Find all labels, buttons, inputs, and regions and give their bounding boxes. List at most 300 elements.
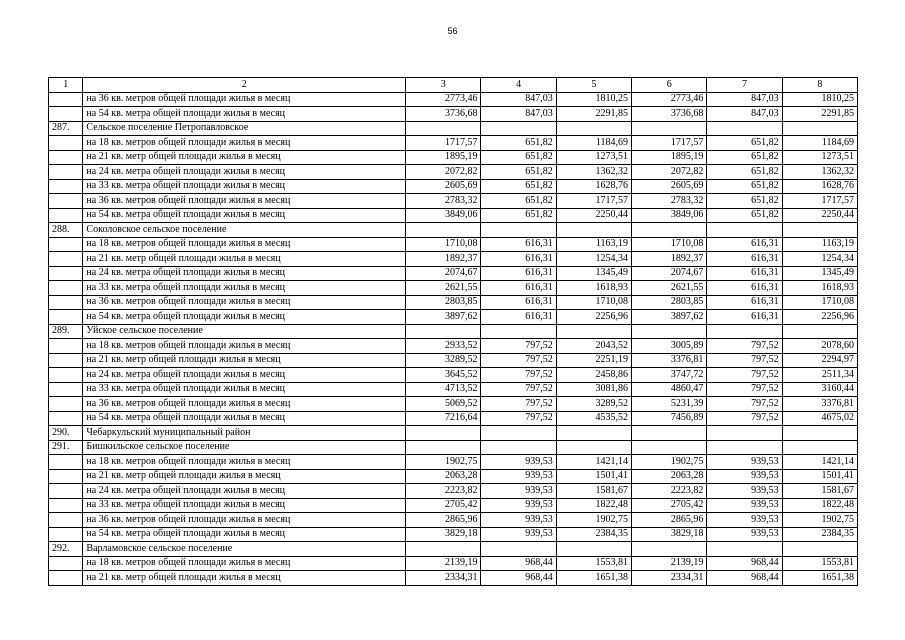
data-row: [49, 382, 858, 397]
empty-cell: [406, 542, 481, 557]
header-cell: 1: [49, 78, 83, 93]
value-cell: 939,53: [707, 498, 782, 513]
empty-cell: [49, 281, 83, 296]
row-label: на 21 кв. метр общей площади жилья в месяц: [83, 252, 406, 267]
value-cell: 2621,55: [406, 281, 481, 296]
row-label: на 54 кв. метра общей площади жилья в месяц: [83, 107, 406, 122]
empty-cell: [782, 324, 857, 339]
value-cell: 797,52: [707, 411, 782, 426]
empty-cell: [406, 324, 481, 339]
value-cell: 2705,42: [406, 498, 481, 513]
row-label: на 24 кв. метра общей площади жилья в месяц: [83, 165, 406, 180]
value-cell: 3289,52: [406, 353, 481, 368]
value-cell: 2384,35: [782, 527, 857, 542]
row-label: на 18 кв. метров общей площади жилья в месяц: [83, 237, 406, 252]
data-row: [49, 295, 858, 310]
value-cell: 651,82: [707, 208, 782, 223]
value-cell: 968,44: [707, 556, 782, 571]
data-row: [49, 237, 858, 252]
value-cell: 1501,41: [556, 469, 631, 484]
empty-cell: [49, 310, 83, 325]
value-cell: 1710,08: [782, 295, 857, 310]
value-cell: 2074,67: [406, 266, 481, 281]
value-cell: 797,52: [707, 353, 782, 368]
value-cell: 1581,67: [782, 484, 857, 499]
value-cell: 2291,85: [782, 107, 857, 122]
value-cell: 847,03: [707, 107, 782, 122]
value-cell: 1628,76: [556, 179, 631, 194]
value-cell: 616,31: [481, 281, 556, 296]
value-cell: 2251,19: [556, 353, 631, 368]
value-cell: 797,52: [481, 353, 556, 368]
value-cell: 1717,57: [782, 194, 857, 209]
value-cell: 1501,41: [782, 469, 857, 484]
empty-cell: [707, 542, 782, 557]
value-cell: 7456,89: [632, 411, 707, 426]
value-cell: 2334,31: [632, 571, 707, 586]
value-cell: 968,44: [481, 571, 556, 586]
row-label: на 36 кв. метров общей площади жилья в месяц: [83, 397, 406, 412]
value-cell: 1421,14: [556, 455, 631, 470]
row-label: на 36 кв. метров общей площади жилья в месяц: [83, 92, 406, 107]
data-row: [49, 397, 858, 412]
empty-cell: [632, 223, 707, 238]
value-cell: 797,52: [481, 368, 556, 383]
header-row: [49, 78, 858, 93]
section-name: Сельское поселение Петропавловское: [83, 121, 406, 136]
value-cell: 2458,86: [556, 368, 631, 383]
value-cell: 2933,52: [406, 339, 481, 354]
value-cell: 2256,96: [782, 310, 857, 325]
value-cell: 2865,96: [406, 513, 481, 528]
value-cell: 7216,64: [406, 411, 481, 426]
data-row: [49, 556, 858, 571]
header-cell: 5: [556, 78, 631, 93]
empty-cell: [49, 513, 83, 528]
value-cell: 651,82: [707, 179, 782, 194]
empty-cell: [707, 121, 782, 136]
data-row: [49, 498, 858, 513]
value-cell: 2803,85: [406, 295, 481, 310]
value-cell: 2223,82: [406, 484, 481, 499]
value-cell: 797,52: [707, 368, 782, 383]
value-cell: 651,82: [707, 194, 782, 209]
value-cell: 3160,44: [782, 382, 857, 397]
value-cell: 797,52: [707, 382, 782, 397]
row-label: на 54 кв. метра общей площади жилья в месяц: [83, 527, 406, 542]
section-row: [49, 324, 858, 339]
value-cell: 2783,32: [406, 194, 481, 209]
value-cell: 616,31: [707, 252, 782, 267]
empty-cell: [782, 440, 857, 455]
row-label: на 54 кв. метра общей площади жилья в месяц: [83, 208, 406, 223]
value-cell: 2865,96: [632, 513, 707, 528]
value-cell: 2294,97: [782, 353, 857, 368]
empty-cell: [49, 469, 83, 484]
value-cell: 651,82: [481, 194, 556, 209]
empty-cell: [49, 368, 83, 383]
empty-cell: [481, 223, 556, 238]
empty-cell: [49, 252, 83, 267]
value-cell: 939,53: [481, 484, 556, 499]
value-cell: 2291,85: [556, 107, 631, 122]
value-cell: 2511,34: [782, 368, 857, 383]
value-cell: 2078,60: [782, 339, 857, 354]
empty-cell: [556, 440, 631, 455]
value-cell: 616,31: [481, 310, 556, 325]
empty-cell: [632, 426, 707, 441]
header-cell: 4: [481, 78, 556, 93]
value-cell: 1628,76: [782, 179, 857, 194]
section-number: 289.: [49, 324, 83, 339]
empty-cell: [406, 440, 481, 455]
value-cell: 797,52: [481, 411, 556, 426]
data-row: [49, 208, 858, 223]
value-cell: 2074,67: [632, 266, 707, 281]
empty-cell: [49, 556, 83, 571]
section-name: Чебаркульский муниципальный район: [83, 426, 406, 441]
value-cell: 3829,18: [406, 527, 481, 542]
value-cell: 1902,75: [556, 513, 631, 528]
value-cell: 616,31: [707, 237, 782, 252]
value-cell: 1651,38: [782, 571, 857, 586]
value-cell: 1810,25: [782, 92, 857, 107]
value-cell: 1254,34: [556, 252, 631, 267]
value-cell: 2223,82: [632, 484, 707, 499]
empty-cell: [49, 571, 83, 586]
empty-cell: [406, 426, 481, 441]
value-cell: 1618,93: [556, 281, 631, 296]
value-cell: 3376,81: [782, 397, 857, 412]
value-cell: 651,82: [481, 208, 556, 223]
data-row: [49, 339, 858, 354]
value-cell: 1254,34: [782, 252, 857, 267]
value-cell: 3005,89: [632, 339, 707, 354]
row-label: на 18 кв. метров общей площади жилья в месяц: [83, 339, 406, 354]
empty-cell: [49, 92, 83, 107]
empty-cell: [707, 426, 782, 441]
row-label: на 18 кв. метров общей площади жилья в месяц: [83, 136, 406, 151]
value-cell: 2139,19: [406, 556, 481, 571]
value-cell: 2139,19: [632, 556, 707, 571]
value-cell: 651,82: [481, 150, 556, 165]
value-cell: 847,03: [481, 107, 556, 122]
value-cell: 2783,32: [632, 194, 707, 209]
value-cell: 939,53: [481, 455, 556, 470]
value-cell: 939,53: [481, 498, 556, 513]
value-cell: 1345,49: [556, 266, 631, 281]
value-cell: 939,53: [707, 455, 782, 470]
section-number: 287.: [49, 121, 83, 136]
value-cell: 651,82: [707, 136, 782, 151]
empty-cell: [49, 194, 83, 209]
value-cell: 3289,52: [556, 397, 631, 412]
value-cell: 2256,96: [556, 310, 631, 325]
value-cell: 797,52: [481, 397, 556, 412]
section-name: Уйское сельское поселение: [83, 324, 406, 339]
header-cell: 8: [782, 78, 857, 93]
row-label: на 36 кв. метров общей площади жилья в месяц: [83, 194, 406, 209]
value-cell: 968,44: [481, 556, 556, 571]
data-row: [49, 281, 858, 296]
empty-cell: [49, 498, 83, 513]
value-cell: 1902,75: [632, 455, 707, 470]
empty-cell: [49, 237, 83, 252]
empty-cell: [49, 208, 83, 223]
row-label: на 36 кв. метров общей площади жилья в месяц: [83, 513, 406, 528]
value-cell: 1710,08: [556, 295, 631, 310]
data-row: [49, 92, 858, 107]
section-row: [49, 121, 858, 136]
empty-cell: [782, 121, 857, 136]
empty-cell: [49, 339, 83, 354]
value-cell: 1553,81: [556, 556, 631, 571]
value-cell: 939,53: [481, 527, 556, 542]
data-row: [49, 107, 858, 122]
value-cell: 847,03: [707, 92, 782, 107]
empty-cell: [481, 440, 556, 455]
value-cell: 4860,47: [632, 382, 707, 397]
data-row: [49, 455, 858, 470]
value-cell: 651,82: [707, 150, 782, 165]
empty-cell: [49, 484, 83, 499]
empty-cell: [632, 440, 707, 455]
value-cell: 797,52: [707, 339, 782, 354]
empty-cell: [481, 426, 556, 441]
value-cell: 797,52: [707, 397, 782, 412]
row-label: на 21 кв. метр общей площади жилья в месяц: [83, 353, 406, 368]
section-number: 291.: [49, 440, 83, 455]
value-cell: 616,31: [481, 237, 556, 252]
section-number: 288.: [49, 223, 83, 238]
value-cell: 616,31: [481, 252, 556, 267]
empty-cell: [707, 324, 782, 339]
value-cell: 1163,19: [556, 237, 631, 252]
empty-cell: [556, 426, 631, 441]
value-cell: 1273,51: [782, 150, 857, 165]
value-cell: 1710,08: [632, 237, 707, 252]
value-cell: 2250,44: [556, 208, 631, 223]
value-cell: 2773,46: [406, 92, 481, 107]
data-row: [49, 150, 858, 165]
empty-cell: [49, 527, 83, 542]
value-cell: 2705,42: [632, 498, 707, 513]
empty-cell: [782, 542, 857, 557]
value-cell: 939,53: [481, 469, 556, 484]
value-cell: 797,52: [481, 382, 556, 397]
value-cell: 939,53: [707, 513, 782, 528]
value-cell: 3081,86: [556, 382, 631, 397]
value-cell: 1184,69: [556, 136, 631, 151]
value-cell: 3849,06: [632, 208, 707, 223]
value-cell: 1553,81: [782, 556, 857, 571]
value-cell: 3849,06: [406, 208, 481, 223]
value-cell: 2072,82: [406, 165, 481, 180]
value-cell: 1273,51: [556, 150, 631, 165]
data-row: [49, 179, 858, 194]
value-cell: 1581,67: [556, 484, 631, 499]
value-cell: 616,31: [707, 310, 782, 325]
value-cell: 2605,69: [632, 179, 707, 194]
empty-cell: [49, 165, 83, 180]
empty-cell: [49, 266, 83, 281]
empty-cell: [556, 542, 631, 557]
value-cell: 2063,28: [406, 469, 481, 484]
value-cell: 616,31: [481, 266, 556, 281]
value-cell: 1902,75: [406, 455, 481, 470]
row-label: на 36 кв. метров общей площади жилья в месяц: [83, 295, 406, 310]
empty-cell: [49, 455, 83, 470]
row-label: на 21 кв. метр общей площади жилья в месяц: [83, 469, 406, 484]
value-cell: 3829,18: [632, 527, 707, 542]
value-cell: 2773,46: [632, 92, 707, 107]
value-cell: 1892,37: [406, 252, 481, 267]
row-label: на 33 кв. метра общей площади жилья в месяц: [83, 498, 406, 513]
empty-cell: [707, 440, 782, 455]
header-cell: 2: [83, 78, 406, 93]
value-cell: 1717,57: [632, 136, 707, 151]
value-cell: 1892,37: [632, 252, 707, 267]
value-cell: 1902,75: [782, 513, 857, 528]
row-label: на 21 кв. метр общей площади жилья в месяц: [83, 571, 406, 586]
value-cell: 651,82: [481, 179, 556, 194]
row-label: на 33 кв. метра общей площади жилья в месяц: [83, 281, 406, 296]
value-cell: 2605,69: [406, 179, 481, 194]
value-cell: 1822,48: [556, 498, 631, 513]
value-cell: 2334,31: [406, 571, 481, 586]
empty-cell: [49, 150, 83, 165]
value-cell: 2803,85: [632, 295, 707, 310]
header-cell: 7: [707, 78, 782, 93]
data-row: [49, 252, 858, 267]
value-cell: 847,03: [481, 92, 556, 107]
section-row: [49, 223, 858, 238]
value-cell: 2043,52: [556, 339, 631, 354]
empty-cell: [632, 542, 707, 557]
value-cell: 616,31: [481, 295, 556, 310]
section-number: 290.: [49, 426, 83, 441]
empty-cell: [49, 295, 83, 310]
data-row: [49, 527, 858, 542]
value-cell: 4535,52: [556, 411, 631, 426]
value-cell: 4675,02: [782, 411, 857, 426]
data-row: [49, 368, 858, 383]
empty-cell: [49, 353, 83, 368]
value-cell: 3376,81: [632, 353, 707, 368]
row-label: на 21 кв. метр общей площади жилья в месяц: [83, 150, 406, 165]
value-cell: 1184,69: [782, 136, 857, 151]
empty-cell: [49, 411, 83, 426]
data-row: [49, 353, 858, 368]
value-cell: 1345,49: [782, 266, 857, 281]
value-cell: 2621,55: [632, 281, 707, 296]
value-cell: 797,52: [481, 339, 556, 354]
empty-cell: [49, 136, 83, 151]
value-cell: 1163,19: [782, 237, 857, 252]
value-cell: 968,44: [707, 571, 782, 586]
value-cell: 4713,52: [406, 382, 481, 397]
empty-cell: [481, 121, 556, 136]
value-cell: 939,53: [481, 513, 556, 528]
value-cell: 1362,32: [782, 165, 857, 180]
row-label: на 18 кв. метров общей площади жилья в месяц: [83, 455, 406, 470]
value-cell: 1717,57: [556, 194, 631, 209]
data-row: [49, 484, 858, 499]
value-cell: 2250,44: [782, 208, 857, 223]
tariff-table: [48, 77, 858, 586]
empty-cell: [481, 542, 556, 557]
empty-cell: [481, 324, 556, 339]
section-name: Соколовское сельское поселение: [83, 223, 406, 238]
section-row: [49, 426, 858, 441]
value-cell: 616,31: [707, 281, 782, 296]
section-name: Варламовское сельское поселение: [83, 542, 406, 557]
section-name: Бишкильское сельское поселение: [83, 440, 406, 455]
empty-cell: [632, 324, 707, 339]
value-cell: 3897,62: [406, 310, 481, 325]
data-row: [49, 194, 858, 209]
value-cell: 1895,19: [406, 150, 481, 165]
value-cell: 1895,19: [632, 150, 707, 165]
empty-cell: [782, 223, 857, 238]
value-cell: 1717,57: [406, 136, 481, 151]
value-cell: 2384,35: [556, 527, 631, 542]
value-cell: 2072,82: [632, 165, 707, 180]
value-cell: 3736,68: [406, 107, 481, 122]
value-cell: 1822,48: [782, 498, 857, 513]
value-cell: 1362,32: [556, 165, 631, 180]
value-cell: 2063,28: [632, 469, 707, 484]
empty-cell: [49, 107, 83, 122]
value-cell: 1618,93: [782, 281, 857, 296]
empty-cell: [49, 382, 83, 397]
empty-cell: [406, 121, 481, 136]
value-cell: 3747,72: [632, 368, 707, 383]
page-number: 56: [447, 26, 458, 36]
value-cell: 616,31: [707, 266, 782, 281]
value-cell: 1710,08: [406, 237, 481, 252]
row-label: на 24 кв. метра общей площади жилья в месяц: [83, 368, 406, 383]
empty-cell: [707, 223, 782, 238]
value-cell: 3645,52: [406, 368, 481, 383]
data-row: [49, 571, 858, 586]
value-cell: 5069,52: [406, 397, 481, 412]
value-cell: 3736,68: [632, 107, 707, 122]
empty-cell: [406, 223, 481, 238]
empty-cell: [49, 179, 83, 194]
data-row: [49, 469, 858, 484]
empty-cell: [49, 397, 83, 412]
value-cell: 939,53: [707, 527, 782, 542]
value-cell: 616,31: [707, 295, 782, 310]
row-label: на 54 кв. метра общей площади жилья в месяц: [83, 310, 406, 325]
empty-cell: [556, 324, 631, 339]
value-cell: 1810,25: [556, 92, 631, 107]
table-body: [49, 78, 858, 586]
value-cell: 5231,39: [632, 397, 707, 412]
data-row: [49, 513, 858, 528]
row-label: на 33 кв. метра общей площади жилья в месяц: [83, 179, 406, 194]
section-number: 292.: [49, 542, 83, 557]
section-row: [49, 542, 858, 557]
empty-cell: [782, 426, 857, 441]
empty-cell: [556, 223, 631, 238]
empty-cell: [632, 121, 707, 136]
header-cell: 3: [406, 78, 481, 93]
header-cell: 6: [632, 78, 707, 93]
data-row: [49, 411, 858, 426]
value-cell: 1651,38: [556, 571, 631, 586]
